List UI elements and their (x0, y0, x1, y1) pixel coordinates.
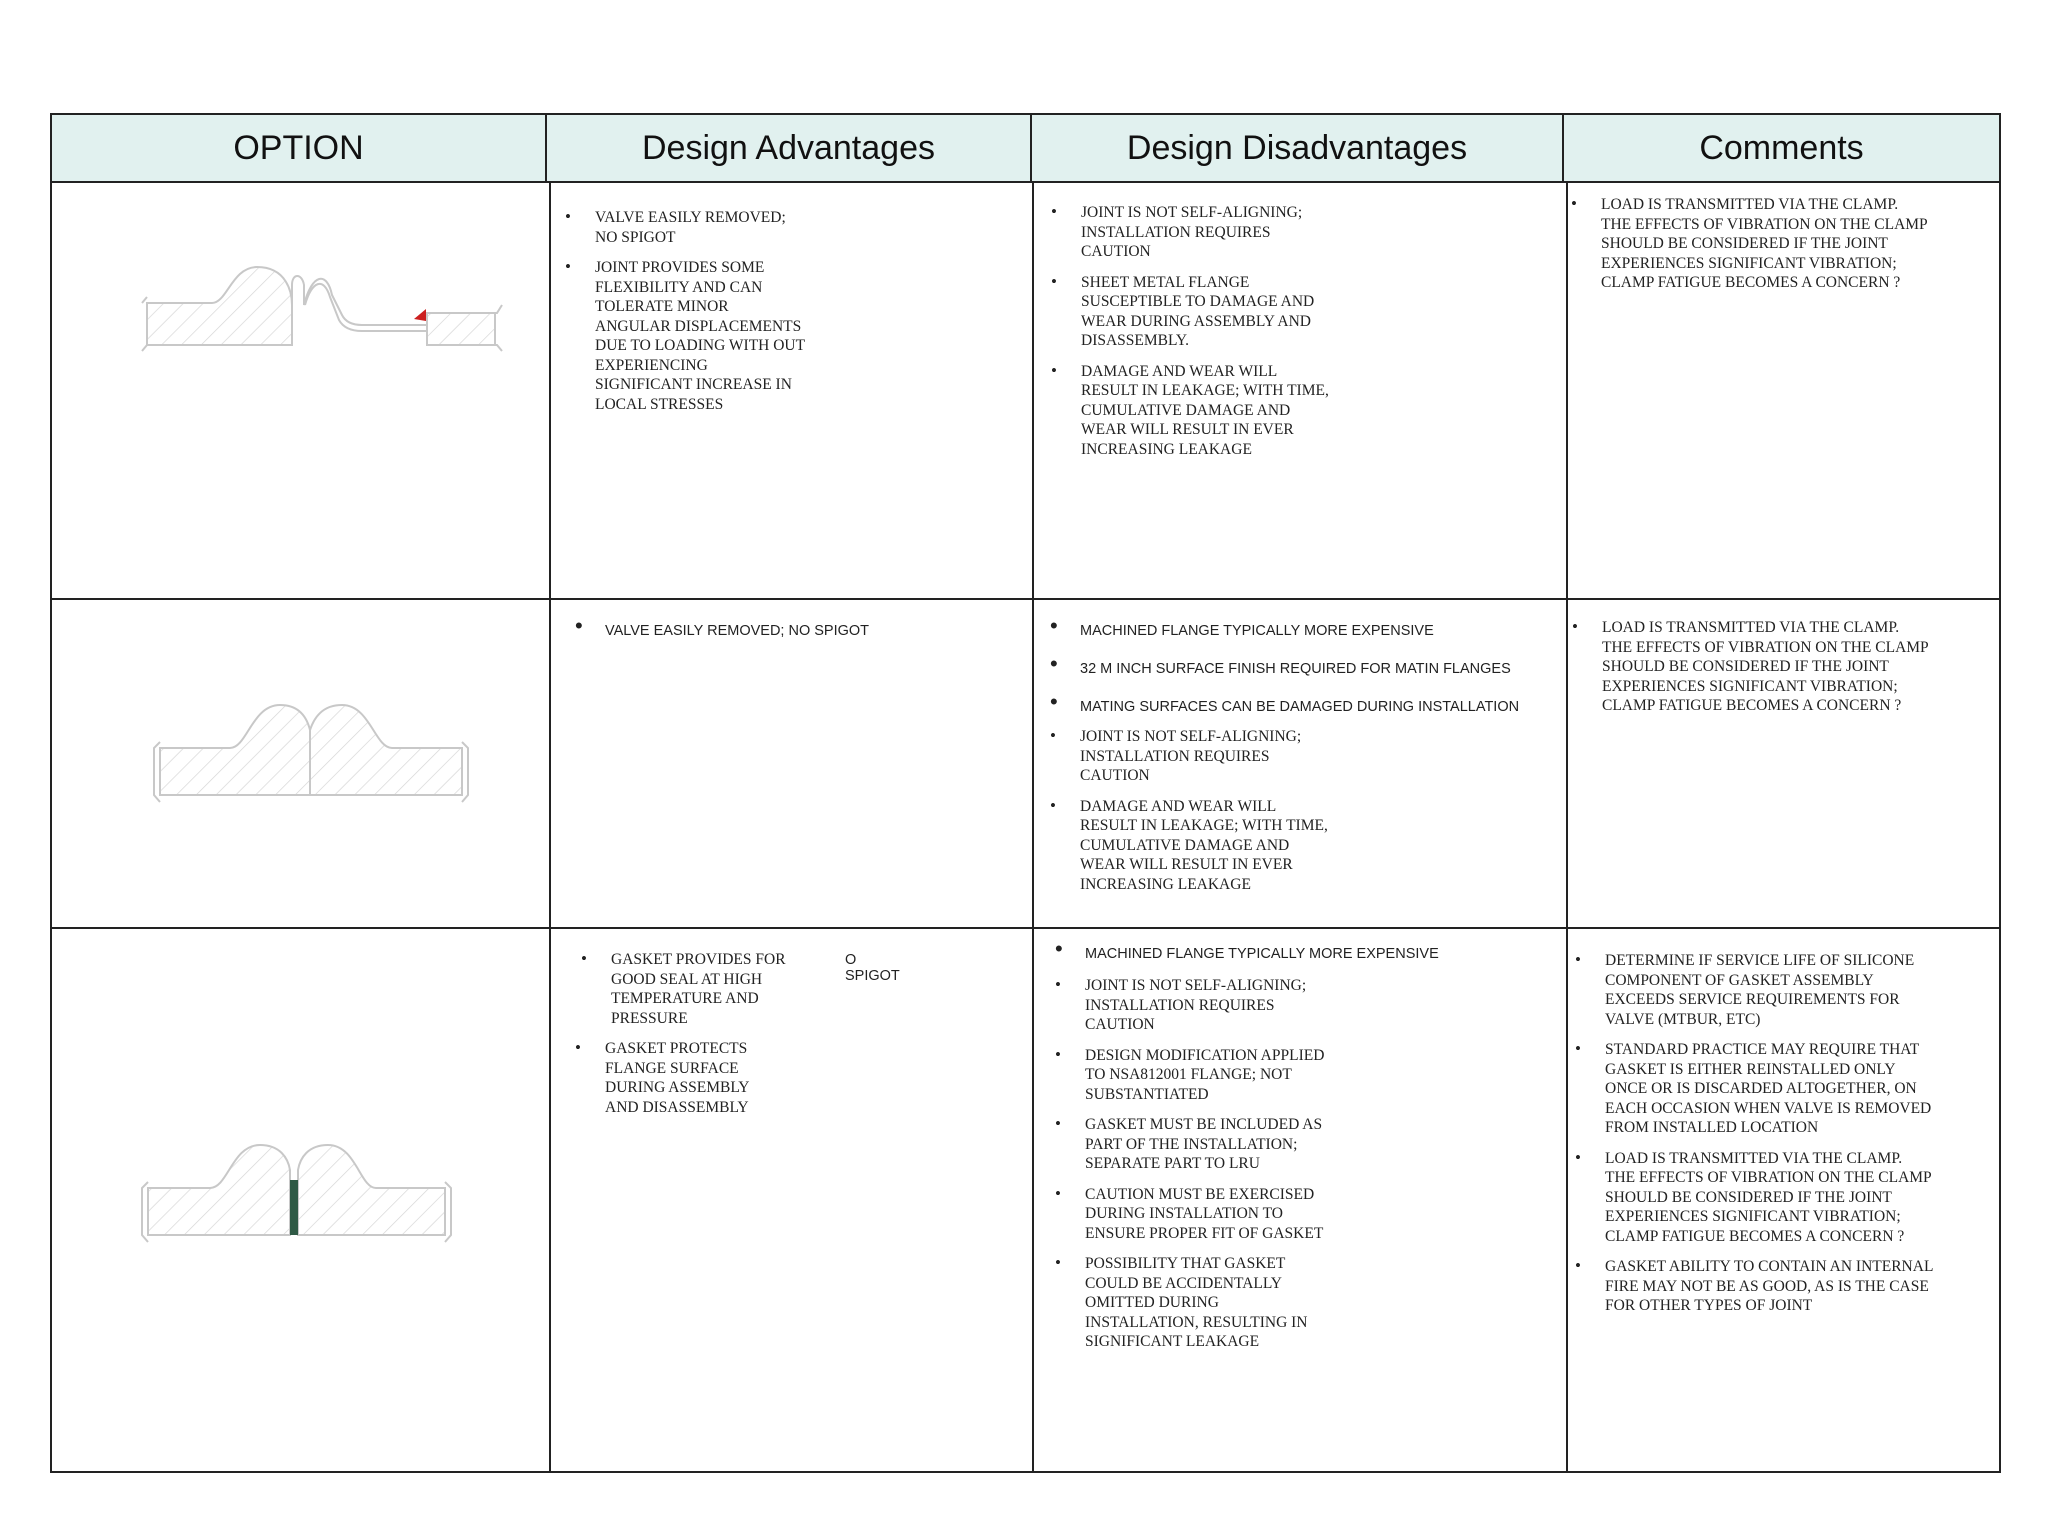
list-item: • POSSIBILITY THAT GASKET COULD BE ACCIDENTALLY OMITTED DURING INSTALLATION, RESULTING IN SIGNIFICANT LEAKAGE (1085, 1254, 1335, 1352)
list-item: • DAMAGE AND WEAR WILL RESULT IN LEAKAGE; WITH TIME, CUMULATIVE DAMAGE AND WEAR WILL RESULT IN EVER INCREASING LEAKAGE (1081, 362, 1331, 460)
list-item: • MATING SURFACES CAN BE DAMAGED DURING INSTALLATION (1080, 698, 1550, 717)
header-comments: Comments (1564, 115, 1999, 183)
row1-comments (1601, 195, 1931, 304)
list-item: • LOAD IS TRANSMITTED VIA THE CLAMP. THE EFFECTS OF VIBRATION ON THE CLAMP SHOULD BE CONSIDERED IF THE JOINT EXPERIENCES SIGNIFICANT VIBRATION; CLAMP FATIGUE BECOMES A CONCERN ? (1601, 195, 1931, 293)
row2-comments (1602, 618, 1932, 727)
list-item: • STANDARD PRACTICE MAY REQUIRE THAT GASKET IS EITHER REINSTALLED ONLY ONCE OR IS DISCARDED ALTOGETHER, ON EACH OCCASION WHEN VALVE IS REMOVED FROM INSTALLED LOCATION (1605, 1040, 1935, 1138)
list-item: • LOAD IS TRANSMITTED VIA THE CLAMP. THE EFFECTS OF VIBRATION ON THE CLAMP SHOULD BE CONSIDERED IF THE JOINT EXPERIENCES SIGNIFICANT VIBRATION; CLAMP FATIGUE BECOMES A CONCERN ? (1602, 618, 1932, 716)
row-divider (52, 598, 1999, 600)
list-item: • CAUTION MUST BE EXERCISED DURING INSTALLATION TO ENSURE PROPER FIT OF GASKET (1085, 1185, 1335, 1244)
list-item: • LOAD IS TRANSMITTED VIA THE CLAMP. THE EFFECTS OF VIBRATION ON THE CLAMP SHOULD BE CONSIDERED IF THE JOINT EXPERIENCES SIGNIFICANT VIBRATION; CLAMP FATIGUE BECOMES A CONCERN ? (1605, 1149, 1935, 1247)
header-option: OPTION (52, 115, 547, 183)
list-item: • JOINT IS NOT SELF-ALIGNING; INSTALLATION REQUIRES CAUTION (1081, 203, 1331, 262)
list-item: • DESIGN MODIFICATION APPLIED TO NSA812001 FLANGE; NOT SUBSTANTIATED (1085, 1046, 1335, 1105)
list-item: • JOINT IS NOT SELF-ALIGNING; INSTALLATION REQUIRES CAUTION (1080, 727, 1330, 786)
list-item: • VALVE EASILY REMOVED; NO SPIGOT (595, 208, 805, 247)
sheet-metal-flange-sketch (142, 265, 562, 375)
gasketed-flange-sketch (140, 1140, 460, 1250)
row3-comments (1605, 951, 1935, 1327)
list-item: • JOINT PROVIDES SOME FLEXIBILITY AND CAN TOLERATE MINOR ANGULAR DISPLACEMENTS DUE TO LOADING WITH OUT EXPERIENCING SIGNIFICANT INCREASE IN LOCAL STRESSES (595, 258, 805, 414)
list-item: • MACHINED FLANGE TYPICALLY MORE EXPENSIVE (1080, 622, 1550, 641)
row3-advantages (602, 950, 900, 1128)
seal-marker-icon (414, 309, 426, 321)
header-advantages: Design Advantages (547, 115, 1032, 183)
machined-flange-sketch (152, 700, 482, 805)
column-divider (549, 183, 551, 1471)
row-divider (52, 927, 1999, 929)
row2-advantages (605, 622, 985, 660)
list-item: • JOINT IS NOT SELF-ALIGNING; INSTALLATION REQUIRES CAUTION (1085, 976, 1335, 1035)
header-disadvantages: Design Disadvantages (1032, 115, 1564, 183)
column-divider (1566, 183, 1568, 1471)
list-item: • GASKET PROTECTS FLANGE SURFACE DURING ASSEMBLY AND DISASSEMBLY (605, 1039, 765, 1117)
list-item: • 32 Μ INCH SURFACE FINISH REQUIRED FOR MATIN FLANGES (1080, 660, 1550, 679)
list-item: • SHEET METAL FLANGE SUSCEPTIBLE TO DAMAGE AND WEAR DURING ASSEMBLY AND DISASSEMBLY. (1081, 273, 1331, 351)
row1-advantages (595, 208, 805, 425)
list-item: • DAMAGE AND WEAR WILL RESULT IN LEAKAGE; WITH TIME, CUMULATIVE DAMAGE AND WEAR WILL RESULT IN EVER INCREASING LEAKAGE (1080, 797, 1330, 895)
list-item: • MACHINED FLANGE TYPICALLY MORE EXPENSIVE (1085, 945, 1525, 964)
list-item: • GASKET PROVIDES FOR GOOD SEAL AT HIGH TEMPERATURE AND PRESSURE (611, 950, 811, 1028)
gasket-icon (290, 1180, 298, 1235)
list-item: • GASKET MUST BE INCLUDED AS PART OF THE INSTALLATION; SEPARATE PART TO LRU (1085, 1115, 1335, 1174)
list-item: • DETERMINE IF SERVICE LIFE OF SILICONE COMPONENT OF GASKET ASSEMBLY EXCEEDS SERVICE REQUIREMENTS FOR VALVE (MTBUR, ETC) (1605, 951, 1935, 1029)
row3-disadvantages (1085, 945, 1525, 1363)
comparison-table (50, 113, 2001, 1473)
row1-disadvantages (1081, 203, 1331, 470)
column-divider (1032, 183, 1034, 1471)
list-item: • GASKET ABILITY TO CONTAIN AN INTERNAL FIRE MAY NOT BE AS GOOD, AS IS THE CASE FOR OTHER TYPES OF JOINT (1605, 1257, 1935, 1316)
row2-disadvantages (1080, 622, 1550, 905)
list-item: • VALVE EASILY REMOVED; NO SPIGOT (605, 622, 985, 641)
overlapping-text-fragment: O SPIGOT (845, 952, 900, 984)
